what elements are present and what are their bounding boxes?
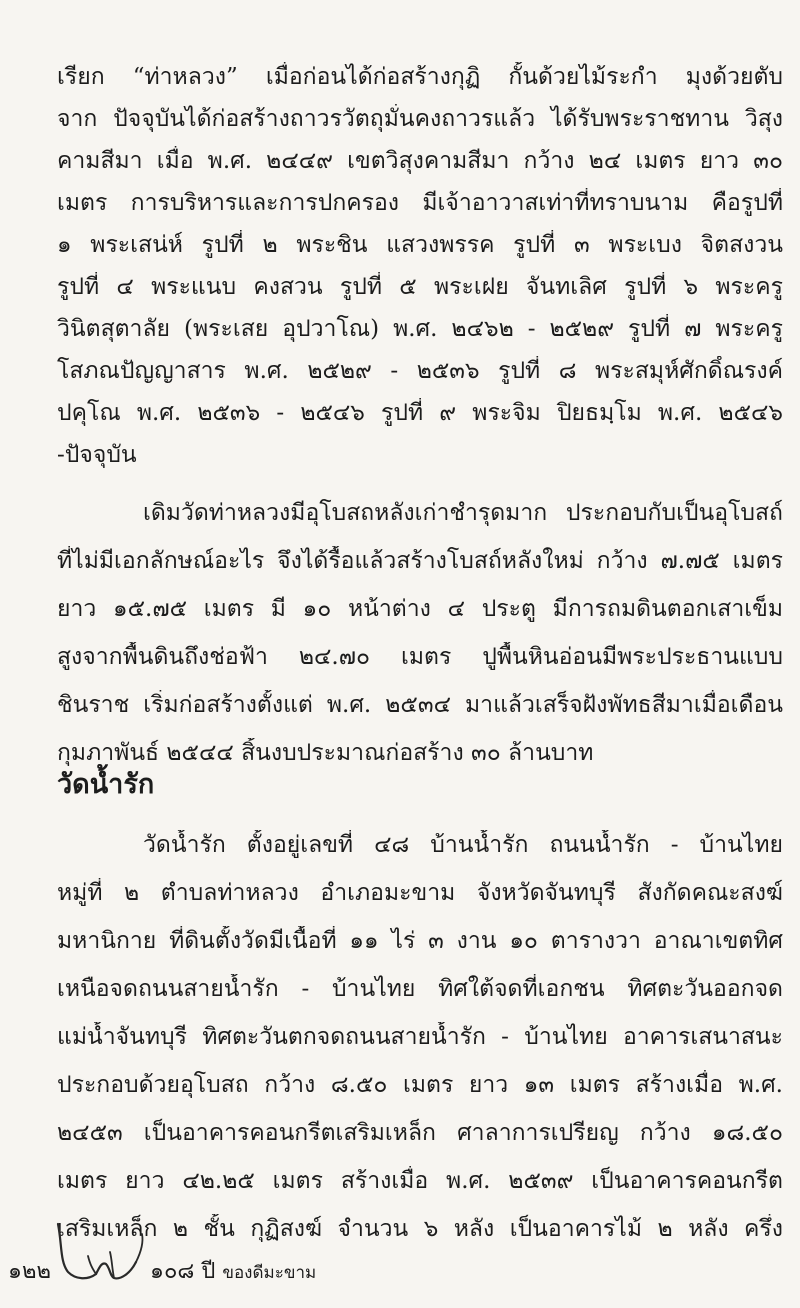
text-line: มหานิกาย ที่ดินตั้งวัดมีเนื้อที่ ๑๑ ไร่ ๓ งาน ๑๐ ตารางวา อาณาเขตทิศ [57,928,783,954]
text-line: -ปัจจุบัน [57,442,137,468]
page-footer [0,1252,800,1292]
text-line: ๑ พระเสน่ห์ รูปที่ ๒ พระชิน แสวงพรรค รูปที่ ๓ พระเบง จิตสงวน [57,232,783,258]
text-line: จาก ปัจจุบันได้ก่อสร้างถาวรวัตถุมั่นคงถาวรแล้ว ได้รับพระราชทาน วิสุง [57,106,783,132]
book-title-sub: ของดีมะขาม [222,1263,317,1283]
text-line: เมตร ยาว ๔๒.๒๕ เมตร สร้างเมื่อ พ.ศ. ๒๕๓๙ เป็นอาคารคอนกรีต [57,1168,783,1194]
book-title-main: ๑๐๘ ปี [150,1259,216,1284]
book-title [150,1258,316,1287]
text-line: โสภณปัญญาสาร พ.ศ. ๒๕๒๙ - ๒๕๓๖ รูปที่ ๘ พระสมุห์ศักดิ์ณรงค์ [57,358,783,384]
text-line: ๒๔๕๓ เป็นอาคารคอนกรีตเสริมเหล็ก ศาลาการเปรียญ กว้าง ๑๘.๕๐ [57,1120,783,1146]
text-line: ประกอบด้วยอุโบสถ กว้าง ๘.๕๐ เมตร ยาว ๑๓ เมตร สร้างเมื่อ พ.ศ. [57,1072,783,1098]
text-line: สูงจากพื้นดินถึงช่อฟ้า ๒๔.๗๐ เมตร ปูพื้นหินอ่อนมีพระประธานแบบ [57,644,783,670]
section-heading: วัดน้ำรัก [57,769,155,800]
text-line: เรียก “ท่าหลวง” เมื่อก่อนได้ก่อสร้างกุฏิ กั้นด้วยไม้ระกำ มุงด้วยตับ [57,64,783,90]
text-line: เมตร การบริหารและการปกครอง มีเจ้าอาวาสเท่าที่ทราบนาม คือรูปที่ [57,190,783,216]
elephant-tusk-icon [52,1194,148,1290]
text-line: เหนือจดถนนสายน้ำรัก - บ้านไทย ทิศใต้จดที่เอกชน ทิศตะวันออกจด [57,976,783,1002]
text-line: แม่น้ำจันทบุรี ทิศตะวันตกจดถนนสายน้ำรัก - บ้านไทย อาคารเสนาสนะ [57,1024,783,1050]
text-line: หมู่ที่ ๒ ตำบลท่าหลวง อำเภอมะขาม จังหวัดจันทบุรี สังกัดคณะสงฆ์ [57,880,783,906]
text-line: ยาว ๑๕.๗๕ เมตร มี ๑๐ หน้าต่าง ๔ ประตู มีการถมดินตอกเสาเข็ม [57,596,783,622]
page-number: ๑๒๒ [8,1259,51,1284]
text-line: รูปที่ ๔ พระแนบ คงสวน รูปที่ ๕ พระเฝย จันทเลิศ รูปที่ ๖ พระครู [57,274,783,300]
text-line: คามสีมา เมื่อ พ.ศ. ๒๔๔๙ เขตวิสุงคามสีมา กว้าง ๒๔ เมตร ยาว ๓๐ [57,148,783,174]
text-line: ปคุโณ พ.ศ. ๒๕๓๖ - ๒๕๔๖ รูปที่ ๙ พระจิม ปิยธมฺโม พ.ศ. ๒๕๔๖ [57,400,783,426]
text-line: ชินราช เริ่มก่อสร้างตั้งแต่ พ.ศ. ๒๕๓๔ มาแล้วเสร็จฝังพัทธสีมาเมื่อเดือน [57,692,783,718]
text-line: วินิตสุตาลัย (พระเสย อุปวาโณ) พ.ศ. ๒๔๖๒ - ๒๕๒๙ รูปที่ ๗ พระครู [57,316,783,342]
text-line: เสริมเหล็ก ๒ ชั้น กุฏิสงฆ์ จำนวน ๖ หลัง เป็นอาคารไม้ ๒ หลัง ครึ่ง [57,1216,783,1242]
text-line: ที่ไม่มีเอกลักษณ์อะไร จึงได้รื้อแล้วสร้างโบสถ์หลังใหม่ กว้าง ๗.๗๕ เมตร [57,548,783,574]
text-line: เดิมวัดท่าหลวงมีอุโบสถหลังเก่าชำรุดมาก ประกอบกับเป็นอุโบสถ์ [143,500,783,526]
text-line: วัดน้ำรัก ตั้งอยู่เลขที่ ๔๘ บ้านน้ำรัก ถนนน้ำรัก - บ้านไทย [143,832,783,858]
text-line: กุมภาพันธ์ ๒๕๔๔ สิ้นงบประมาณก่อสร้าง ๓๐ ล้านบาท [57,740,594,766]
